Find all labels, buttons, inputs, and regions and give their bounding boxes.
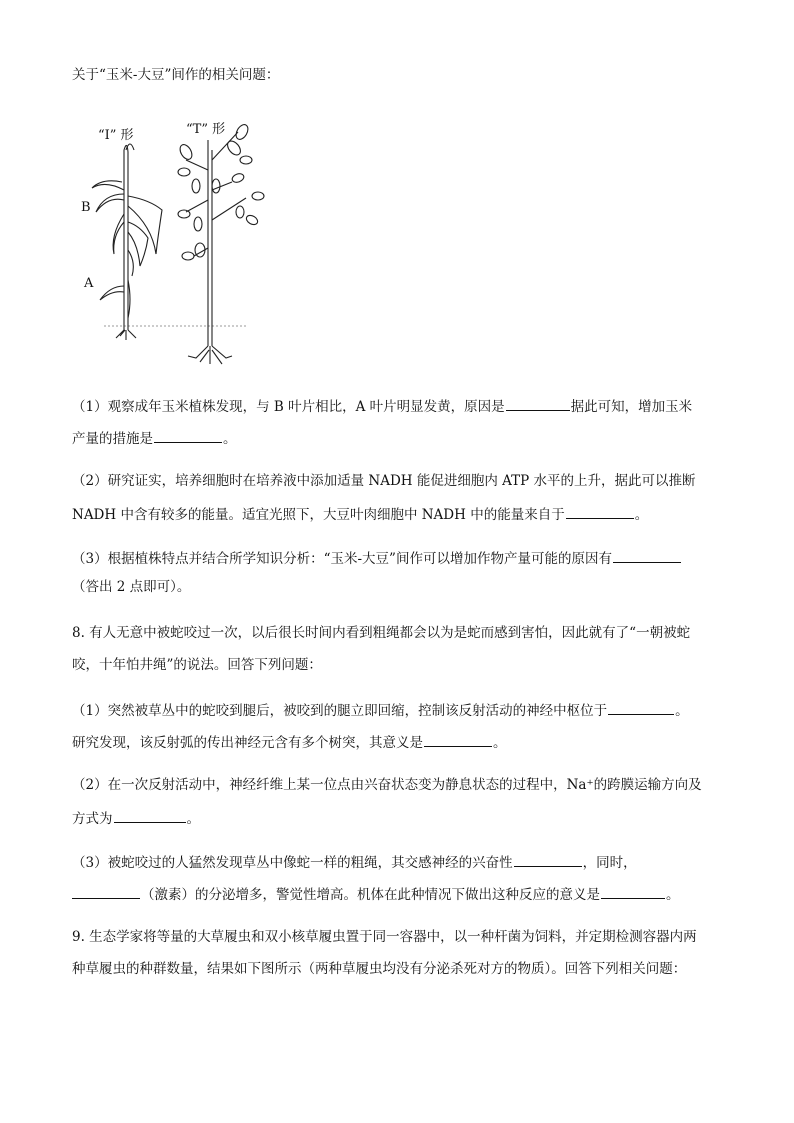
q8-part1-text-a: （1）突然被草丛中的蛇咬到腿后，被咬到的腿立即回缩，控制该反射活动的神经中枢位于 <box>72 703 608 719</box>
q7-part1-text-c: 产量的措施是 <box>72 431 153 447</box>
q8-part2-line1: （2）在一次反射活动中，神经纤维上某一位点由兴奋状态变为静息状态的过程中，Na⁺的跨膜运输方向及 <box>72 777 702 793</box>
soybean-plant <box>178 123 264 364</box>
q8-part3-text-a: （3）被蛇咬过的人猛然发现草丛中像蛇一样的粗绳，其交感神经的兴奋性 <box>72 855 513 871</box>
q8-part2-text-b: 方式为 <box>72 811 113 827</box>
q8-part2-line2 <box>72 808 200 828</box>
q8-part1-line1 <box>72 700 689 720</box>
q8-part3-text-c: （激素）的分泌增多，警觉性增高。机体在此种情况下做出这种反应的意义是 <box>141 887 600 903</box>
label-t-shape: “T” 形 <box>186 122 226 137</box>
corn-plant <box>92 144 162 340</box>
q8-stem-line1: 8. 有人无意中被蛇咬过一次，以后很长时间内看到粗绳都会以为是蛇而感到害怕，因此就有了“一朝被蛇 <box>72 625 691 641</box>
q8-part1-line2 <box>72 732 507 752</box>
answer-blank[interactable] <box>424 732 492 747</box>
label-leaf-a: A <box>84 276 94 291</box>
q8-stem-line2: 咬，十年怕井绳”的说法。回答下列问题： <box>72 657 322 673</box>
q7-part3-text-a: （3）根据植株特点并结合所学知识分析：“玉米-大豆”间作可以增加作物产量可能的原因有 <box>72 551 612 567</box>
q7-part1-text-b: 据此可知，增加玉米 <box>570 399 693 415</box>
label-leaf-b: B <box>81 200 91 215</box>
q9-stem-line1: 9. 生态学家将等量的大草履虫和双小核草履虫置于同一容器中，以一种杆菌为饲料，并定期检测容器内两 <box>72 929 697 945</box>
punctuation: 。 <box>666 887 680 903</box>
q7-part2-line1: （2）研究证实，培养细胞时在培养液中添加适量 NADH 能促进细胞内 ATP 水平的上升，据此可以推断 <box>72 473 696 489</box>
answer-blank[interactable] <box>506 396 570 411</box>
answer-blank[interactable] <box>114 808 186 823</box>
punctuation: 。 <box>223 431 237 447</box>
q7-part1-text-a: （1）观察成年玉米植株发现，与 B 叶片相比，A 叶片明显发黄，原因是 <box>72 399 505 415</box>
intro-text: 关于“玉米-大豆”间作的相关问题： <box>72 67 280 83</box>
q7-part2-line2 <box>72 504 648 524</box>
punctuation: 。 <box>675 703 689 719</box>
answer-blank[interactable] <box>72 884 140 899</box>
q8-part3-line2 <box>72 884 680 904</box>
q8-part3-text-b: ，同时， <box>582 855 637 871</box>
label-i-shape: “I” 形 <box>98 128 134 143</box>
answer-blank[interactable] <box>154 428 222 443</box>
punctuation: 。 <box>634 507 649 523</box>
answer-blank[interactable] <box>566 504 634 519</box>
answer-blank[interactable] <box>601 884 665 899</box>
q7-part3-line1 <box>72 548 682 568</box>
q7-part1-line1 <box>72 396 692 416</box>
answer-blank[interactable] <box>514 852 582 867</box>
q9-stem-line2: 种草履虫的种群数量，结果如下图所示（两种草履虫均没有分泌杀死对方的物质）。回答下列相关问题： <box>72 961 687 977</box>
q8-part1-text-c: 研究发现，该反射弧的传出神经元含有多个树突，其意义是 <box>72 735 423 751</box>
q8-part3-line1 <box>72 852 637 872</box>
answer-blank[interactable] <box>613 548 681 563</box>
answer-blank[interactable] <box>608 700 674 715</box>
plant-illustration <box>0 0 794 400</box>
q7-part3-line2: （答出 2 点即可）。 <box>72 579 191 595</box>
q7-part2-text-b: NADH 中含有较多的能量。适宜光照下，大豆叶肉细胞中 NADH 中的能量来自于 <box>72 507 565 523</box>
q7-part1-line2 <box>72 428 237 448</box>
punctuation: 。 <box>186 811 200 827</box>
punctuation: 。 <box>493 735 507 751</box>
